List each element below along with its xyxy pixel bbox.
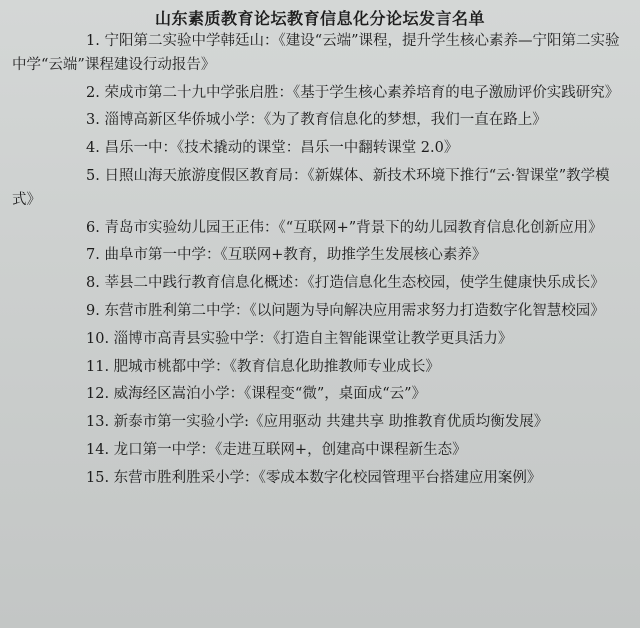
list-item: 11. 肥城市桃都中学：《教育信息化助推教师专业成长》 [86, 358, 440, 375]
list-item: 2. 荣成市第二十九中学张启胜：《基于学生核心素养培育的电子激励评价实践研究》 [86, 84, 620, 101]
speaker-list [0, 30, 640, 495]
list-item: 9. 东营市胜利第二中学：《以问题为导向解决应用需求努力打造数字化智慧校园》 [86, 302, 605, 319]
list-item: 8. 莘县二中践行教育信息化概述：《打造信息化生态校园，使学生健康快乐成长》 [86, 275, 605, 292]
list-item: 6. 青岛市实验幼儿园王正伟：《“互联网+”背景下的幼儿园教育信息化创新应用》 [86, 219, 603, 236]
list-item: 12. 威海经区嵩泊小学：《课程变“微”，桌面成“云”》 [86, 386, 427, 403]
list-item: 3. 淄博高新区华侨城小学：《为了教育信息化的梦想，我们一直在路上》 [86, 112, 547, 129]
list-item: 1. 宁阳第二实验中学韩廷山：《建设“云端”课程，提升学生核心素养—宁阳第二实验中学“云端”课程建设行动报告》 [12, 33, 620, 73]
list-item: 10. 淄博市高青县实验中学：《打造自主智能课堂让教学更具活力》 [86, 330, 513, 347]
list-item: 7. 曲阜市第一中学：《互联网+教育，助推学生发展核心素养》 [86, 247, 487, 264]
list-item: 13. 新泰市第一实验小学:《应用驱动 共建共享 助推教育优质均衡发展》 [86, 414, 549, 431]
list-item: 4. 昌乐一中：《技术撬动的课堂：昌乐一中翻转课堂 2.0》 [86, 140, 459, 157]
list-item: 15. 东营市胜利胜采小学：《零成本数字化校园管理平台搭建应用案例》 [86, 469, 542, 486]
list-item: 5. 日照山海天旅游度假区教育局：《新媒体、新技术环境下推行“云·智课堂”教学模式》 [12, 167, 610, 208]
list-item: 14. 龙口第一中学：《走进互联网+，创建高中课程新生态》 [86, 441, 467, 458]
document-title: 山东素质教育论坛教育信息化分论坛发言名单 [154, 9, 485, 28]
